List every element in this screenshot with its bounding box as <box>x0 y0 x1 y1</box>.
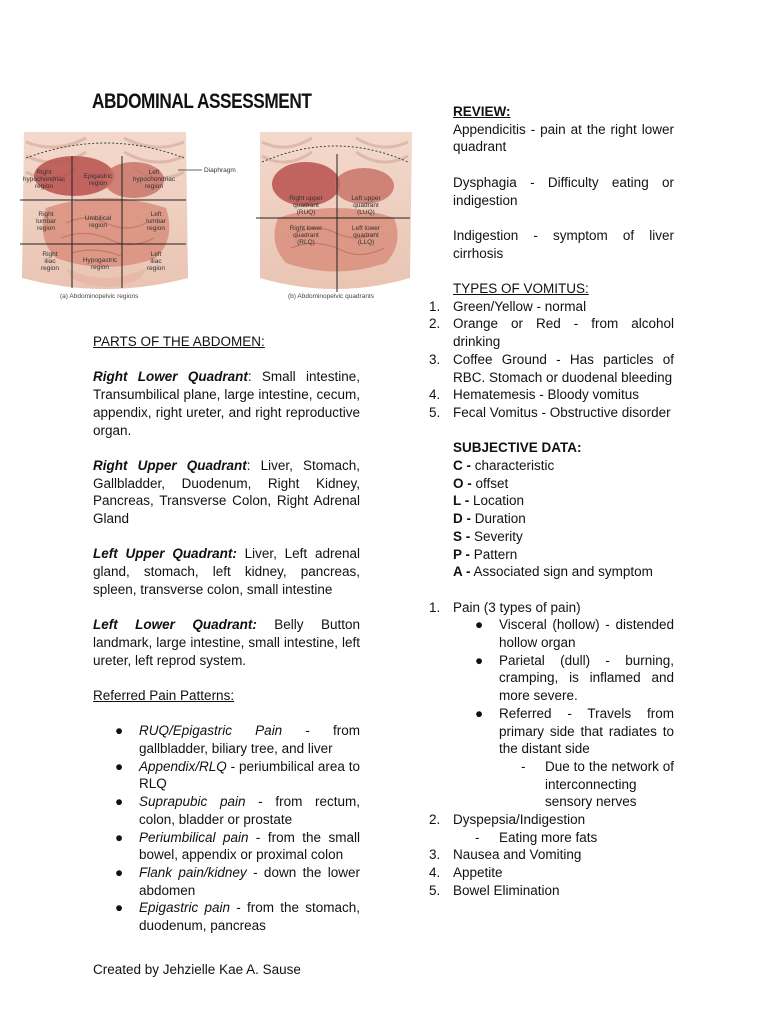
llq-label: Left Lower Quadrant: <box>93 617 257 633</box>
list-item: - Due to the network of interconnecting sensory nerves <box>521 758 674 810</box>
label-left-hypochondriac: Left <box>148 169 160 176</box>
svg-text:Epigastricregion: Epigastric region <box>83 173 113 187</box>
label-umbilical: Umbilical <box>84 215 112 222</box>
label-left-lumbar: Left <box>150 211 162 218</box>
list-item: 5. Bowel Elimination <box>429 882 560 898</box>
colds-item: A - Associated sign and symptom <box>453 564 653 580</box>
luq-paragraph <box>93 545 360 598</box>
label-right-lumbar: Right <box>38 211 54 218</box>
review-item: Dysphagia - Difficulty eating or indigestion <box>453 174 674 208</box>
list-item: 3. Coffee Ground - Has particles of RBC. Stomach or duodenal bleeding <box>429 351 674 385</box>
review-item: Appendicitis - pain at the right lower quadrant <box>453 121 674 155</box>
vomitus-list <box>429 298 674 422</box>
colds-item: O - offset <box>453 475 509 491</box>
referred-list <box>93 722 360 934</box>
referred-heading: Referred Pain Patterns: <box>93 687 235 703</box>
list-item: 1. Pain (3 types of pain) ● Visceral (hollow) - distended hollow organ ● Parietal (dull) - burning, cramping, is inflamed and more severe. ● Referred - Travels from primary side that radiates to the distant side - Due to the network of interconnecting sensory nerves <box>429 599 674 810</box>
colds-item: D - Duration <box>453 511 526 527</box>
vomitus-heading: TYPES OF VOMITUS: <box>453 280 589 296</box>
colds-item: C - characteristic <box>453 458 555 473</box>
subjective-heading: SUBJECTIVE DATA: <box>453 440 582 456</box>
label-rlq: Right lower <box>289 225 323 232</box>
luq-label: Left Upper Quadrant: <box>93 546 237 562</box>
svg-text:Umbilicalregion: Umbilical region <box>84 215 112 229</box>
colds-item: S - Severity <box>453 528 523 544</box>
footer-credit: Created by Jehzielle Kae A. Sause <box>93 962 301 977</box>
label-left-iliac: Left <box>150 251 162 258</box>
svg-text:Right lowerquadrant(RLQ): Right lower quadrant (RLQ) <box>289 225 323 246</box>
list-item: 4. Hematemesis - Bloody vomitus <box>429 387 640 403</box>
llq-text: Belly Button landmark, large intestine, small intestine, left ureter, left reprod system. <box>93 617 360 668</box>
parts-heading: PARTS OF THE ABDOMEN: <box>93 334 265 349</box>
ruq-text: : Liver, Stomach, Gallbladder, Duodenum, Right Kidney, Pancreas, Transverse Colon, Right Adrenal Gland <box>93 457 361 526</box>
label-hypogastric: Hypogastric <box>82 257 118 264</box>
label-epigastric: Epigastric <box>83 173 113 180</box>
list-item: 1. Green/Yellow - normal <box>429 298 587 314</box>
label-llq: Left lower <box>351 225 381 232</box>
label-luq: Left upper <box>351 195 381 202</box>
colds-item: P - Pattern <box>453 546 518 562</box>
list-item: 3. Nausea and Vomiting <box>429 847 582 863</box>
rlq-label: Right Lower Quadrant <box>93 369 248 385</box>
list-item: 5. Fecal Vomitus - Obstructive disorder <box>429 404 671 420</box>
rlq-text: : Small intestine, Transumbilical plane, large intestine, cecum, appendix, right ureter, and right reproductive organ. <box>93 369 361 438</box>
list-item: ● Parietal (dull) - burning, cramping, is inflamed and more severe. <box>475 652 674 704</box>
label-right-iliac: Right <box>42 251 58 258</box>
ruq-paragraph <box>93 457 360 528</box>
svg-text:Left upperquadrant(LUQ): Left upper quadrant (LUQ) <box>351 195 381 216</box>
label-right-hypochondriac-1: Right <box>36 169 52 176</box>
svg-text:Right upperquadrant(RUQ): Right upper quadrant (RUQ) <box>289 195 323 216</box>
list-item: 2. Orange or Red - from alcohol drinking <box>429 316 674 350</box>
right-column <box>429 103 674 900</box>
regions-panel <box>20 132 188 289</box>
caption-quadrants: (b) Abdominopelvic quadrants <box>288 293 374 300</box>
dyspepsia-sub-list <box>453 829 674 847</box>
left-column <box>93 333 360 935</box>
svg-text:Rightlumbarregion: Right lumbar region <box>36 211 56 232</box>
list-item: ● Periumbilical pain - from the small bowel, appendix or proximal colon <box>115 829 360 863</box>
pain-types-list <box>453 616 674 811</box>
assessment-list <box>429 599 674 900</box>
document-title: ABDOMINAL ASSESSMENT <box>92 90 312 113</box>
list-item: ● Suprapubic pain - from rectum, colon, bladder or prostate <box>115 794 360 827</box>
review-heading: REVIEW: <box>453 104 511 119</box>
list-item: 2. Dyspepsia/Indigestion - Eating more fats <box>453 811 674 846</box>
list-item: ● Epigastric pain - from the stomach, duodenum, pancreas <box>115 900 360 934</box>
referred-sub-list <box>499 758 674 811</box>
svg-text:Left lowerquadrant(LLQ): Left lower quadrant (LLQ) <box>351 225 381 246</box>
list-item: ● Appendix/RLQ - periumbilical area to RLQ <box>115 758 360 792</box>
svg-text:Lefthypochondriacregion: Left hypochondriac region <box>132 169 176 190</box>
list-item: 4. Appetite <box>429 865 503 881</box>
luq-text: Liver, Left adrenal gland, stomach, left kidney, pancreas, spleen, transverse colon, small intestine <box>93 546 360 597</box>
colds-item: L - Location <box>453 493 525 509</box>
abdomen-figure <box>16 128 412 304</box>
label-diaphragm: Diaphragm <box>204 167 236 174</box>
list-item: ● Visceral (hollow) - distended hollow organ <box>475 617 674 651</box>
list-item: ● RUQ/Epigastric Pain - from gallbladder, biliary tree, and liver <box>115 723 361 757</box>
svg-text:Hypogastricregion: Hypogastric region <box>82 257 118 271</box>
svg-text:Rightiliacregion: Right iliac region <box>40 251 60 272</box>
caption-regions: (a) Abdominopelvic regions <box>60 293 139 300</box>
label-ruq: Right upper <box>289 195 323 202</box>
rlq-paragraph <box>93 368 360 439</box>
quadrants-panel <box>256 132 412 292</box>
ruq-label: Right Upper Quadrant <box>93 457 247 473</box>
svg-text:Righthypochondriacregion: Right hypochondriac region <box>22 169 66 190</box>
svg-text:Leftlumbarregion: Left lumbar region <box>146 211 166 232</box>
llq-paragraph <box>93 616 360 669</box>
svg-text:Leftiliacregion: Left iliac region <box>146 251 166 272</box>
list-item: - Eating more fats <box>475 829 598 845</box>
review-item: Indigestion - symptom of liver cirrhosis <box>453 227 674 261</box>
list-item: ● Flank pain/kidney - down the lower abdomen <box>115 865 360 898</box>
list-item: ● Referred - Travels from primary side that radiates to the distant side - Due to the network of interconnecting sensory nerves <box>475 705 674 810</box>
